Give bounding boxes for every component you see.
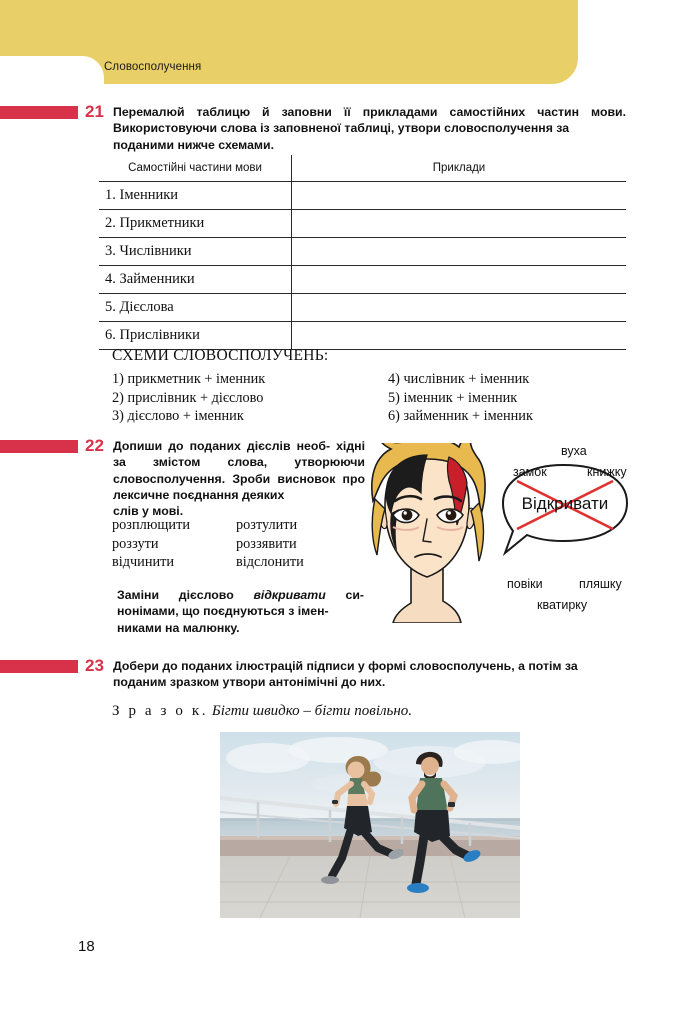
table-row <box>99 266 626 294</box>
header-banner-notch <box>0 56 104 86</box>
subtask-line1-part-b: си- <box>325 588 364 602</box>
scheme-item: 1) прикметник + іменник <box>112 371 266 387</box>
sample-italic-text: Бігти швидко – бігти повільно. <box>211 703 413 719</box>
exercise-22-subtask <box>117 587 364 636</box>
table-cell-part-of-speech: 6. Прислівники <box>99 322 292 350</box>
schemes-column-left <box>112 370 265 426</box>
parts-of-speech-table <box>99 155 626 350</box>
floating-word-kvatyrku: кватирку <box>537 598 588 612</box>
exercise-23-text <box>113 658 626 691</box>
exercise-22-line1: Допиши до поданих дієслів необ- <box>113 439 331 453</box>
schemes-title: СХЕМИ СЛОВОСПОЛУЧЕНЬ: <box>112 347 329 364</box>
table-cell-part-of-speech: 5. Дієслова <box>99 294 292 322</box>
scheme-item: 5) іменник + іменник <box>388 389 518 406</box>
floating-word-vukha: вуха <box>561 444 587 458</box>
eye-highlight-left <box>404 511 407 514</box>
table-cell-example-blank[interactable] <box>292 238 627 266</box>
scheme-item: 3) дієслово + іменник <box>112 408 244 425</box>
table-row <box>99 238 626 266</box>
illustration-photo-runners <box>220 732 520 918</box>
table-cell-part-of-speech: 3. Числівники <box>99 238 292 266</box>
table-row <box>99 294 626 322</box>
runners-photo-svg <box>220 732 520 918</box>
floating-word-knyzhku: книжку <box>587 465 627 479</box>
verb-word: роззути <box>112 535 159 552</box>
subtask-line1-part-a: Заміни дієслово <box>117 588 254 602</box>
exercise-21-line2: Використовуючи слова із заповненої таблиці, утвори словосполучення за <box>113 121 570 136</box>
scheme-item: 6) займенник + іменник <box>388 408 533 425</box>
table-cell-part-of-speech: 1. Іменники <box>99 182 292 210</box>
table-row <box>99 182 626 210</box>
table-row <box>99 322 626 350</box>
scheme-item: 2) прислівник + дієслово <box>112 389 264 406</box>
exercise-number-22: 22 <box>85 436 104 455</box>
man-shoe-front <box>407 883 429 893</box>
exercise-21-line1: Перемалюй таблицю й заповни її прикладами самостійних частин мови. <box>113 105 626 119</box>
floating-word-poviky: повіки <box>507 577 543 591</box>
table-row <box>99 210 626 238</box>
table-cell-example-blank[interactable] <box>292 182 627 210</box>
exercise-22-line4: про лексичне поєднання деяких <box>113 471 365 503</box>
table-cell-example-blank[interactable] <box>292 322 627 350</box>
sample-label: З р а з о к. <box>112 703 209 719</box>
table-cell-part-of-speech: 4. Займенники <box>99 266 292 294</box>
exercise-number-23: 23 <box>85 656 104 675</box>
woman-watch <box>332 800 338 804</box>
floating-word-zamok: замок <box>513 465 547 479</box>
table-cell-part-of-speech: 2. Прикметники <box>99 210 292 238</box>
table-header-cell-left: Самостійні частини мови <box>99 155 292 182</box>
exercise-21-line3: поданими нижче схемами. <box>113 137 275 152</box>
verb-word: відслонити <box>236 554 304 571</box>
verb-word-list <box>112 516 304 572</box>
verb-word: роззявити <box>236 535 297 552</box>
verb-pair-row <box>112 535 304 554</box>
floating-word-plyashku: пляшку <box>579 577 622 591</box>
exercise-marker-bar-23 <box>0 660 78 673</box>
table-cell-example-blank[interactable] <box>292 210 627 238</box>
man-watch <box>448 802 455 807</box>
man-head <box>421 757 439 775</box>
table-cell-example-blank[interactable] <box>292 266 627 294</box>
bubble-word: Відкривати <box>521 494 609 513</box>
illustration-open-verb <box>365 443 655 623</box>
exercise-marker-bar-21 <box>0 106 78 119</box>
exercise-22-line5: слів у мові. <box>113 504 184 519</box>
verb-pair-row <box>112 516 304 535</box>
verb-word: відчинити <box>112 554 175 571</box>
exercise-22-line3: словосполучення. Зроби висновок <box>113 471 336 486</box>
hair-lock-right <box>471 503 484 561</box>
table-header-row <box>99 155 626 182</box>
subtask-line2: нонімами, що поєднуються з імен- <box>117 604 329 619</box>
section-title: Словосполучення <box>104 61 202 73</box>
cloud <box>288 737 388 763</box>
exercise-21-text <box>113 104 626 153</box>
subtask-italic-word: відкривати <box>253 588 326 602</box>
pupil-left <box>402 510 413 521</box>
scheme-item: 4) числівник + іменник <box>388 371 530 387</box>
woman-torso <box>347 794 368 808</box>
page-number: 18 <box>78 938 95 955</box>
sample-line-23 <box>112 703 412 720</box>
exercise-23-line2: поданим зразком утвори антонімічні до них. <box>113 675 386 690</box>
woman-shoe-front <box>321 876 339 884</box>
table-cell-example-blank[interactable] <box>292 294 627 322</box>
exercise-23-line1: Добери до поданих ілюстрацій підписи у формі словосполучень, а потім за <box>113 659 578 673</box>
exercise-22-text <box>113 438 365 520</box>
eye-highlight-right <box>448 511 451 514</box>
exercise-22-line2: хідні за змістом слова, утворюючи <box>113 439 365 470</box>
verb-word: розплющити <box>112 517 190 533</box>
verb-word: розтулити <box>236 517 298 533</box>
verb-pair-row <box>112 553 304 572</box>
schemes-column-right <box>388 370 533 426</box>
table-header-cell-right: Приклади <box>292 155 627 182</box>
pupil-right <box>446 510 457 521</box>
woman-head <box>348 762 365 779</box>
subtask-line3: никами на малюнку. <box>117 620 240 635</box>
exercise-marker-bar-22 <box>0 440 78 453</box>
exercise-number-21: 21 <box>85 102 104 121</box>
